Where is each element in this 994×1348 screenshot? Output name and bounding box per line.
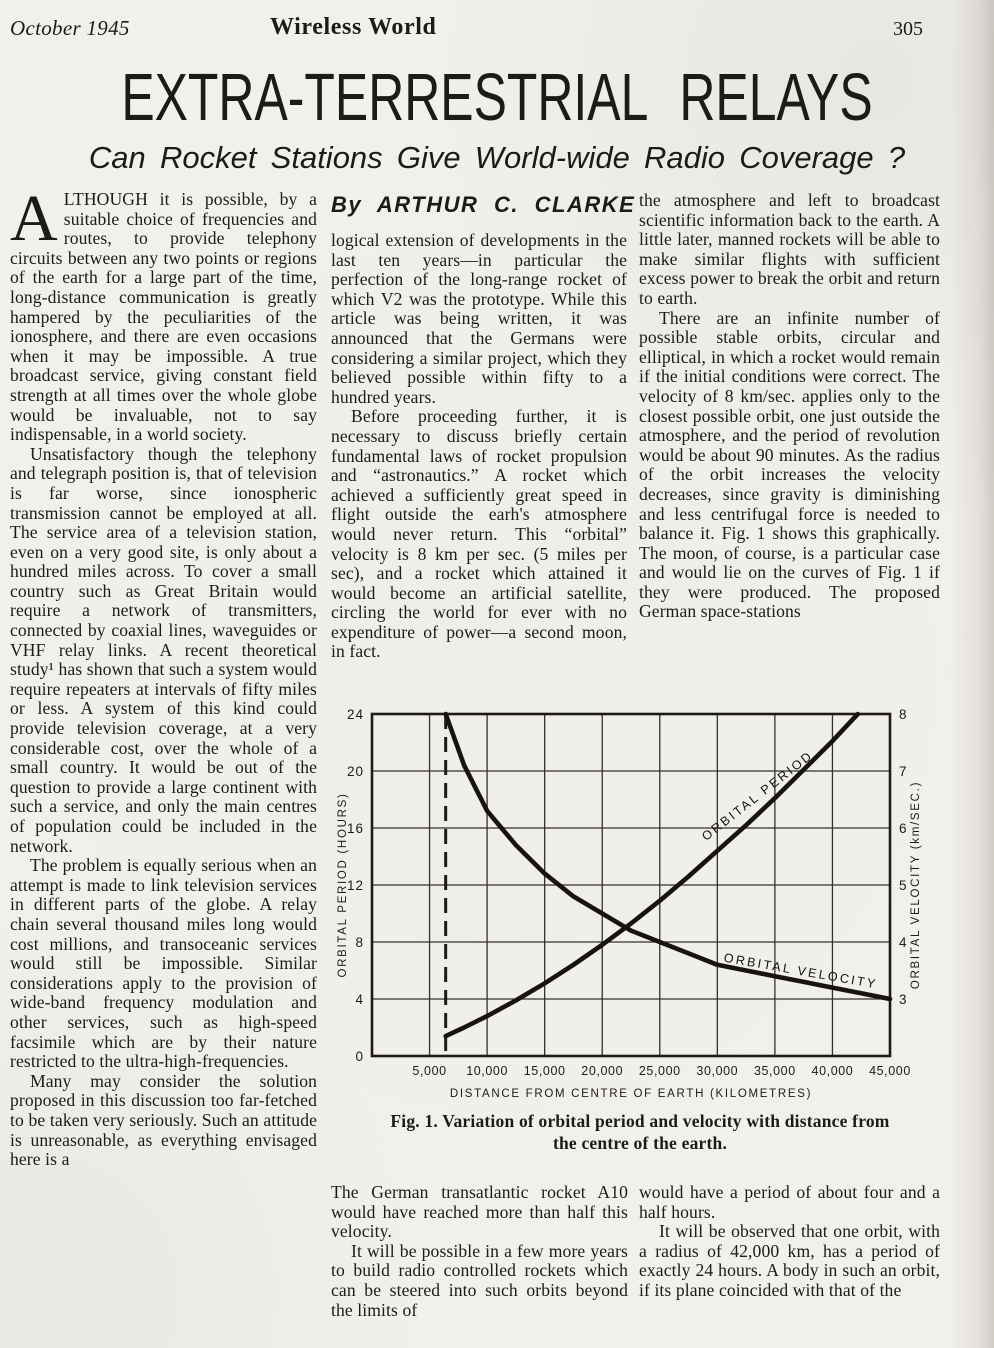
article-subtitle: Can Rocket Stations Give World-wide Radio Coverage ? — [88, 140, 906, 175]
curve-label: ORBITAL VELOCITY — [722, 950, 879, 992]
paragraph: It will be observed that one orbit, with a radius of 42,000 km, has a period of exactly 24 hours. A body in such an orbit, if its plane coincided with that of the — [639, 1221, 940, 1300]
x-tick-label: 45,000 — [869, 1064, 911, 1078]
column-bottom-left — [331, 1183, 628, 1320]
paragraph: It will be possible in a few more years to build radio controlled rockets which can be steered into such orbits beyond the limits of — [331, 1240, 628, 1320]
article-title: EXTRA-TERRESTRIAL RELAYS — [121, 59, 873, 135]
figure-caption — [340, 1110, 940, 1154]
paragraph: would have a period of about four and a half hours. — [639, 1182, 940, 1222]
x-tick-label: 15,000 — [523, 1064, 566, 1078]
paragraph: The German transatlantic rocket A10 would have reached more than half this velocity. — [331, 1182, 628, 1242]
column-bottom-right — [639, 1183, 940, 1301]
paragraph: There are an infinite number of possible stable orbits, circular and elliptical, in which a rocket would remain if the initial conditions were correct. The velocity of 8 km/sec. applies only to the closest possible orbit, one just outside the atmosphere, and the period of revolution would be about 90 minutes. As the radius of the orbit increases the velocity decreases, since gravity is diminishing and less centrifugal force is needed to balance it. Fig. 1 shows this graphically. The moon, of course, is a particular case and would lie on the curves of Fig. 1 if they were produced. The proposed German space-stations — [639, 307, 940, 622]
orbital-chart — [332, 698, 992, 1112]
right-y-tick-label: 7 — [899, 764, 908, 779]
column-middle — [331, 231, 627, 662]
right-y-tick-label: 5 — [899, 878, 908, 893]
right-y-tick-label: 6 — [899, 821, 908, 836]
left-y-tick-label: 4 — [355, 992, 364, 1007]
figure-caption-line1: Fig. 1. Variation of orbital period and velocity with distance from — [390, 1111, 890, 1131]
x-tick-label: 25,000 — [638, 1064, 681, 1078]
paragraph-text: LTHOUGH it is possible, by a suitable choice of frequencies and routes, to provide telephony circuits between any two points or regions of the earth for a large part of the time, long-distance communication is greatly hampered by the peculiarities of the ionosphere, and there are even occasions when it may be impossible. A true broadcast service, giving constant field strength at all times over the whole globe would be invaluable, not to say indispensable, in a world society. — [10, 189, 317, 445]
column-left — [10, 182, 317, 1170]
paragraph: Many may consider the solution proposed in this discussion too far-fetched to be taken very seriously. Such an attitude is unreasonable, as everything envisaged here is a — [10, 1070, 317, 1170]
left-y-tick-label: 20 — [346, 764, 364, 779]
byline: By ARTHUR C. CLARKE — [331, 192, 636, 217]
drop-cap: A — [10, 182, 58, 255]
left-y-tick-label: 0 — [355, 1049, 364, 1064]
journal-name: Wireless World — [270, 14, 437, 40]
x-tick-label: 5,000 — [412, 1064, 447, 1078]
figure-1 — [332, 698, 992, 1112]
right-axis-title: ORBITAL VELOCITY (km/SEC.) — [910, 780, 922, 990]
column-right — [639, 191, 940, 622]
left-y-tick-label: 24 — [346, 707, 364, 722]
paragraph: Before proceeding further, it is necessary to discuss briefly certain fundamental laws of rocket propulsion and “astronautics.” A rocket which achieved a sufficiently great speed in flight outside the earh's atmosphere would never return. This “orbital” velocity is 8 km per sec. (5 miles per sec), and a rocket which attained it would become an artificial satellite, circling the world for ever with no expenditure of power—a second moon, in fact. — [331, 406, 627, 662]
page-number: 305 — [893, 18, 923, 40]
paragraph: the atmosphere and left to broadcast scientific information back to the earth. A little later, manned rockets will be able to make similar flights with sufficient excess power to break the orbit and return to earth. — [639, 190, 940, 308]
x-tick-label: 10,000 — [466, 1064, 509, 1078]
x-tick-label: 20,000 — [581, 1064, 624, 1078]
left-y-tick-label: 12 — [346, 878, 364, 893]
right-y-tick-label: 8 — [899, 707, 908, 722]
figure-caption-line2: the centre of the earth. — [552, 1133, 728, 1153]
x-axis-title: DISTANCE FROM CENTRE OF EARTH (KILOMETRES) — [449, 1088, 813, 1100]
curve-label: ORBITAL PERIOD — [699, 748, 816, 844]
issue-date: October 1945 — [10, 16, 130, 40]
right-y-tick-label: 3 — [899, 992, 908, 1007]
x-tick-label: 40,000 — [811, 1064, 854, 1078]
paragraph: logical extension of developments in the last ten years—in particular the perfection of the long-range rocket of which V2 was the prototype. While this article was being written, it was announced that the Germans were considering a similar project, which they believed possible within fifty to a hundred years. — [331, 230, 627, 407]
paragraph — [10, 182, 317, 445]
left-y-tick-label: 8 — [355, 935, 364, 950]
paragraph: The problem is equally serious when an attempt is made to link television services in different parts of the globe. A relay chain several thousand miles long would cost millions, and transoceanic services would still be impossible. Similar considerations apply to the provision of wide-band frequency modulation and other services, such as high-speed facsimile which are by their nature restricted to the ultra-high-frequencies. — [10, 855, 317, 1072]
left-axis-title: ORBITAL PERIOD (HOURS) — [337, 792, 349, 978]
right-y-tick-label: 4 — [899, 935, 908, 950]
orbital-velocity-curve — [446, 714, 890, 999]
left-y-tick-label: 16 — [346, 821, 364, 836]
x-tick-label: 35,000 — [753, 1064, 796, 1078]
paragraph: Unsatisfactory though the telephony and telegraph position is, that of television is far worse, since ionospheric transmission cannot be employed at all. The service area of a television station, even on a very good site, is only about a hundred miles across. To cover a small country such as Great Britain would require a network of transmitters, connected by coaxial lines, waveguides or VHF relay links. A recent theoretical study¹ has shown that such a system would require repeaters at intervals of fifty miles or less. A system of this kind could provide television coverage, at a very considerable cost, over the whole of a small country. It would be out of the question to provide a large continent with such a service, and only the main centres of population could be included in the network. — [10, 443, 317, 856]
x-tick-label: 30,000 — [696, 1064, 739, 1078]
